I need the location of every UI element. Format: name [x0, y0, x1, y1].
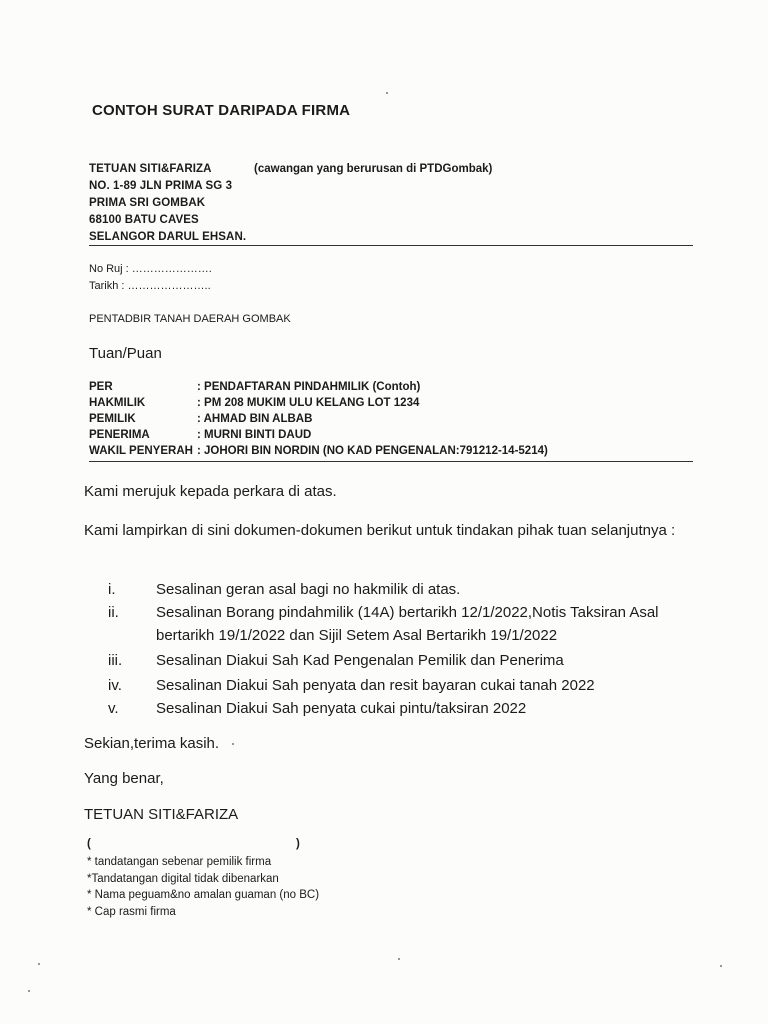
list-item-text: Sesalinan Borang pindahmilik (14A) bertarikh 12/1/2022,Notis Taksiran Asal bertarikh 19/1/2022 dan Sijil Setem Asal Bertarikh 19/1/2022 — [156, 604, 659, 644]
body-paragraph: Kami merujuk kepada perkara di atas. — [84, 483, 337, 500]
list-item-number: iv. — [108, 677, 122, 694]
subject-row — [89, 413, 312, 425]
subject-label: PEMILIK — [89, 413, 136, 425]
closing-text: Sekian,terima kasih. — [84, 735, 220, 752]
reference-date: Tarikh : ………………….. — [89, 280, 211, 292]
subject-label: HAKMILIK — [89, 397, 146, 409]
sender-name: TETUAN SITI&FARIZA — [89, 163, 212, 175]
signature-note: * Cap rasmi firma — [87, 906, 176, 918]
subject-row — [89, 445, 548, 457]
scan-speck — [232, 743, 234, 745]
subject-label: WAKIL PENYERAH — [89, 445, 193, 457]
subject-row — [89, 381, 420, 393]
list-item-number: ii. — [108, 604, 119, 621]
header-divider — [89, 245, 693, 246]
body-paragraph: Kami lampirkan di sini dokumen-dokumen berikut untuk tindakan pihak tuan selanjutnya : — [84, 522, 676, 539]
sender-address-line: PRIMA SRI GOMBAK — [89, 197, 206, 209]
signature-note: * Nama peguam&no amalan guaman (no BC) — [87, 889, 320, 901]
list-item-text: Sesalinan Diakui Sah Kad Pengenalan Pemilik dan Penerima — [156, 652, 564, 669]
signature-note: *Tandatangan digital tidak dibenarkan — [87, 873, 279, 885]
subject-row — [89, 429, 311, 441]
subject-divider — [89, 461, 693, 462]
scan-speck — [38, 963, 40, 965]
subject-value: : MURNI BINTI DAUD — [197, 429, 312, 441]
list-item-number: i. — [108, 581, 116, 598]
sender-address-line: NO. 1-89 JLN PRIMA SG 3 — [89, 180, 233, 192]
subject-value: : AHMAD BIN ALBAB — [197, 413, 313, 425]
scan-speck — [386, 92, 388, 94]
sign-off: Yang benar, — [84, 770, 164, 787]
reference-number: No Ruj : …………………. — [89, 263, 212, 275]
subject-label: PER — [89, 381, 113, 393]
subject-value: : PENDAFTARAN PINDAHMILIK (Contoh) — [197, 381, 421, 393]
scan-speck — [28, 990, 30, 992]
sender-branch-note: (cawangan yang berurusan di PTDGombak) — [254, 163, 493, 175]
salutation: Tuan/Puan — [89, 345, 162, 362]
firm-name: TETUAN SITI&FARIZA — [84, 806, 239, 823]
signature-close-paren: ) — [296, 838, 300, 850]
scan-speck — [398, 958, 400, 960]
sender-address-line: SELANGOR DARUL EHSAN. — [89, 231, 247, 243]
list-item-text: Sesalinan geran asal bagi no hakmilik di atas. — [156, 581, 461, 598]
subject-value: : JOHORI BIN NORDIN (NO KAD PENGENALAN:791212-14-5214) — [197, 445, 548, 457]
list-item-text: Sesalinan Diakui Sah penyata dan resit bayaran cukai tanah 2022 — [156, 677, 595, 694]
list-item-text: Sesalinan Diakui Sah penyata cukai pintu/taksiran 2022 — [156, 700, 527, 717]
list-item-number: v. — [108, 700, 119, 717]
letter-title: CONTOH SURAT DARIPADA FIRMA — [92, 102, 351, 119]
list-item-number: iii. — [108, 652, 123, 669]
subject-row — [89, 397, 419, 409]
sender-address-line: 68100 BATU CAVES — [89, 214, 199, 226]
addressee: PENTADBIR TANAH DAERAH GOMBAK — [89, 313, 291, 325]
subject-label: PENERIMA — [89, 429, 150, 441]
signature-note: * tandatangan sebenar pemilik firma — [87, 856, 272, 868]
subject-value: : PM 208 MUKIM ULU KELANG LOT 1234 — [197, 397, 420, 409]
scan-speck — [720, 965, 722, 967]
signature-open-paren: ( — [87, 838, 91, 850]
